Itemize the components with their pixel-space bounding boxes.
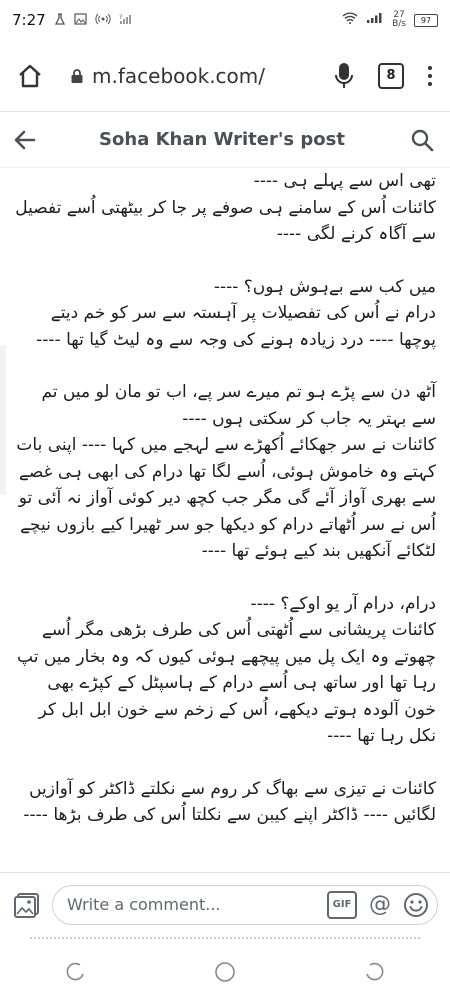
emoji-button[interactable] bbox=[403, 892, 429, 918]
mention-button[interactable] bbox=[367, 892, 393, 918]
photo-icon bbox=[13, 891, 41, 919]
comment-input[interactable] bbox=[52, 885, 438, 925]
post-paragraph bbox=[14, 379, 436, 565]
post-paragraph bbox=[14, 274, 436, 354]
no-signal-icon bbox=[119, 13, 133, 28]
battery-icon bbox=[414, 14, 438, 27]
back-button[interactable] bbox=[14, 130, 46, 150]
gif-button[interactable] bbox=[327, 891, 357, 919]
browser-menu-button[interactable] bbox=[422, 66, 438, 86]
comment-placeholder: Write a comment... bbox=[67, 895, 221, 914]
post-text: درام، درام آر یو اوکے؟ ---- bbox=[250, 593, 436, 614]
tab-count: 8 bbox=[386, 68, 396, 83]
wifi-icon bbox=[342, 12, 358, 28]
network-speed-value: 27 bbox=[393, 10, 405, 20]
scroll-edge bbox=[0, 345, 6, 495]
post-body bbox=[0, 168, 450, 872]
gif-label: GIF bbox=[332, 899, 352, 910]
status-right bbox=[342, 11, 438, 29]
lock-icon bbox=[70, 68, 84, 84]
search-icon bbox=[410, 128, 434, 152]
post-text: کائنات نے تیزی سے بھاگ کر روم سے نکلتے ڈاکٹر کو آوازیں لگائیں ---- ڈاکٹر اپنے کیبن سے نکلتا اُس کی طرف بڑھا ---- bbox=[23, 778, 436, 825]
network-speed bbox=[392, 11, 406, 29]
url-bar[interactable] bbox=[70, 64, 328, 88]
post-text: میں کب سے بےہوش ہوں؟ ---- bbox=[213, 276, 436, 297]
back-system-icon bbox=[364, 961, 386, 983]
status-time: 7:27 bbox=[12, 11, 46, 29]
svg-text:?: ? bbox=[118, 13, 122, 21]
add-photo-button[interactable] bbox=[12, 890, 42, 920]
home-circle-icon bbox=[213, 960, 237, 984]
search-button[interactable] bbox=[408, 128, 436, 152]
network-speed-unit: B/s bbox=[392, 19, 406, 29]
recent-apps-icon bbox=[64, 961, 86, 983]
home-button[interactable] bbox=[12, 58, 48, 94]
url-text: m.facebook.com/ bbox=[92, 63, 265, 88]
battery-level: 97 bbox=[420, 15, 432, 25]
post-text: کائنات اُس کے سامنے ہی صوفے پر جا کر بیٹھتی اُسے تفصیل سے آگاہ کرنے لگی ---- bbox=[15, 197, 436, 244]
comment-tools bbox=[327, 891, 429, 919]
post-text: کائنات نے سر جھکائے اُکھڑے سے لہجے میں کہا ---- اپنی بات کہتے وہ خاموش ہوئی، اُسے لگا تھا درام کی ابھی ہی غصے سے بھری آواز آئے گی مگر جب کچھ دیر کوئی آواز نہ آئی تو اُس نے سر اُٹھاتے درام کو دیکھا جو سر ٹھیرا کیے بازوں نیچے لٹکائے آنکھیں بند کیے ہوئے تھا ---- bbox=[16, 435, 436, 561]
recent-apps-button[interactable] bbox=[55, 952, 95, 992]
voice-search-button[interactable] bbox=[328, 58, 360, 94]
back-system-button[interactable] bbox=[355, 952, 395, 992]
page-header bbox=[0, 112, 450, 168]
comment-bar bbox=[0, 872, 450, 936]
home-system-button[interactable] bbox=[205, 952, 245, 992]
flask-icon bbox=[54, 13, 66, 28]
signal-icon bbox=[366, 12, 384, 28]
status-left bbox=[12, 11, 133, 29]
emoji-icon bbox=[403, 892, 429, 918]
post-paragraph bbox=[14, 168, 436, 248]
back-arrow-icon bbox=[14, 130, 36, 150]
status-bar bbox=[0, 0, 450, 40]
post-text: آٹھ دن سے پڑے ہو تم میرے سر پے، اب تو مان لو میں تم سے بہتر یہ جاب کر سکتی ہوں ---- bbox=[41, 382, 436, 429]
menu-dot bbox=[428, 82, 432, 86]
microphone-icon bbox=[334, 62, 354, 90]
post-text: تھی اس سے پہلے ہی ---- bbox=[253, 171, 436, 191]
post-paragraph bbox=[14, 776, 436, 829]
image-notification-icon bbox=[74, 13, 87, 28]
hotspot-icon bbox=[95, 13, 111, 28]
tab-switcher-button[interactable] bbox=[378, 63, 404, 89]
post-paragraph bbox=[14, 591, 436, 750]
system-nav-bar bbox=[0, 944, 450, 1000]
post-text: درام نے اُس کی تفصیلات پر آہستہ سے سر کو خم دیتے پوچھا ---- درد زیادہ ہونے کی وجہ سے وہ لیٹ گیا تھا ---- bbox=[36, 303, 436, 350]
home-icon bbox=[16, 62, 44, 90]
page-title: Soha Khan Writer's post bbox=[99, 129, 345, 150]
at-icon: @ bbox=[369, 892, 391, 917]
browser-bar bbox=[0, 40, 450, 112]
menu-dot bbox=[428, 74, 432, 78]
post-text: کائنات پریشانی سے اُٹھتی اُس کی طرف بڑھی مگر اُسے چھوتے وہ ایک پل میں پیچھے ہوئی کیوں کہ وہ بخار میں تپ رہا تھا اور ساتھ ہی اُسے درام کے ہاسپٹل کے کپڑے بھی خون آلودہ ہوتے دیکھے، اُس کے زخم سے خون ابل ابل کر نکل رہا تھا ---- bbox=[17, 620, 436, 746]
menu-dot bbox=[428, 66, 432, 70]
